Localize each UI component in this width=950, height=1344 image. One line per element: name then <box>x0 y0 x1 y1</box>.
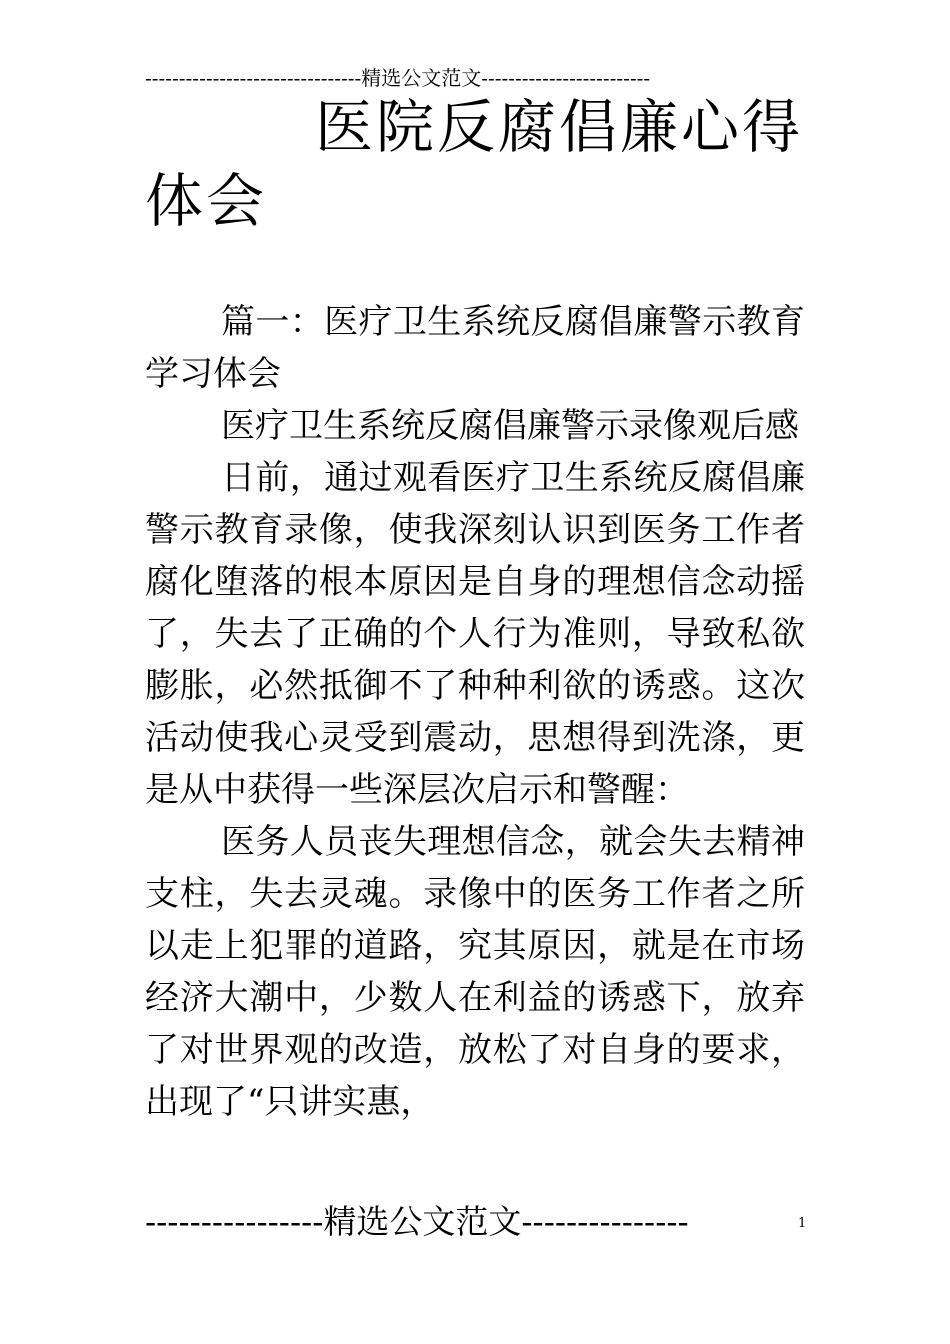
page-header: --------------------------------精选公文范文------------------------- <box>145 66 651 90</box>
body-paragraph: 日前，通过观看医疗卫生系统反腐倡廉警示教育录像，使我深刻认识到医务工作者腐化堕落的根本原因是自身的理想信念动摇了，失去了正确的个人行为准则，导致私欲膨胀，必然抵御不了种种利欲的诱惑。这次活动使我心灵受到震动，思想得到洗涤，更是从中获得一些深层次启示和警醒： <box>145 458 805 810</box>
page-footer: ----------------精选公文范文--------------- <box>145 1202 689 1241</box>
subheading: 医疗卫生系统反腐倡廉警示录像观后感 <box>221 406 799 446</box>
section-heading: 篇一：医疗卫生系统反腐倡廉警示教育学习体会 <box>145 302 805 394</box>
document-title <box>145 90 810 238</box>
title-line-2: 体会 <box>145 167 268 235</box>
page-number: 1 <box>798 1216 807 1231</box>
body-paragraph: 医务人员丧失理想信念，就会失去精神支柱，失去灵魂。录像中的医务工作者之所以走上犯罪的道路，究其原因，就是在市场经济大潮中，少数人在利益的诱惑下，放弃了对世界观的改造，放松了对自身的要求，出现了“只讲实惠， <box>145 822 805 1122</box>
document-body <box>145 296 805 1128</box>
title-line-1: 医院反腐倡廉心得 <box>315 93 804 161</box>
